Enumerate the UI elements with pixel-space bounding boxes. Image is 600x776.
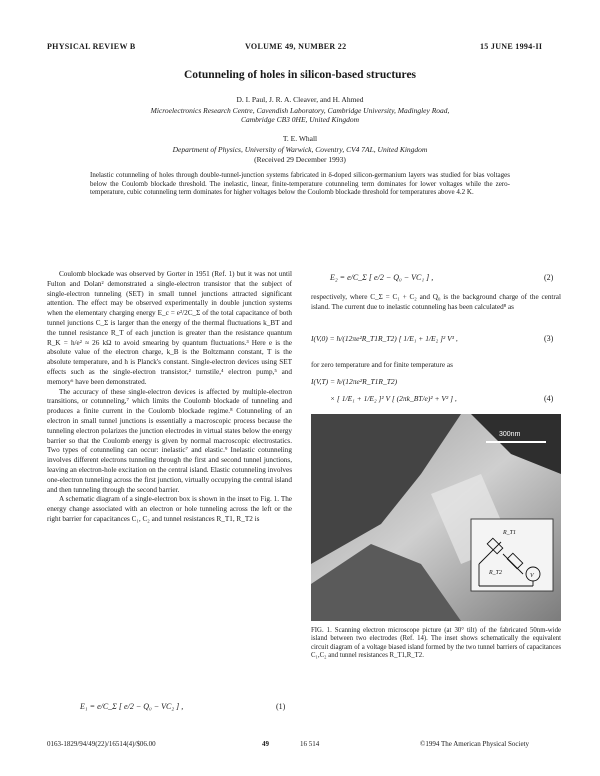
received-date: (Received 29 December 1993)	[254, 155, 346, 164]
paper-title: Cotunneling of holes in silicon-based structures	[183, 69, 417, 81]
equation-2-number: (2)	[544, 273, 554, 282]
figure-caption: FIG. 1. Scanning electron microscope picture (at 30° tilt) of the fabricated 50nm-wide island between two electrodes (Ref. 14). The inset shows schematically the equivalent circuit diagram of a voltage biased island formed by the two tunnel barriers of capacitances C₁,C₂ and tunnel resistances R_T1,R_T2.	[311, 627, 561, 660]
inset-label-rt1: R_T1	[503, 530, 517, 536]
copyright: ©1994 The American Physical Society	[420, 740, 530, 748]
equation-1-number: (1)	[276, 702, 286, 711]
equation-3: I(V,0) = ħ/(12πe²R_T1R_T2) [ 1/E₁ + 1/E₂ ]² V³ ,	[311, 334, 458, 343]
equation-4-line2: × [ 1/E₁ + 1/E₂ ]² V [ (2πk_BT/e)² + V² ] ,	[330, 394, 457, 403]
affiliation-primary-line2: Cambridge CB3 0HE, United Kingdom	[240, 115, 360, 124]
sem-micrograph-figure	[311, 414, 561, 621]
authors-secondary: T. E. Whall	[282, 134, 318, 143]
inset-label-v: V	[530, 573, 534, 579]
volume-number: VOLUME 49, NUMBER 22	[245, 42, 347, 51]
equation-1: E₁ = e/C_Σ [ e/2 − Q₀ − VC₂ ] ,	[80, 702, 184, 711]
footer-code: 0163-1829/94/49(22)/16514(4)/$06.00	[47, 740, 156, 748]
intro-paragraph-1: Coulomb blockade was observed by Gorter in 1951 (Ref. 1) but it was not until Fulton and Dolan² demonstrated a single-electron transistor that the subject of single-electron tunneling (SET) in small tunnel junctions attracted significant attention. The effect may be observed experimentally in double junction systems when the elementary charging energy E_c = e²/2C_Σ of the total capacitance of both tunnel junctions C_Σ is larger than the energy of the thermal fluctuations k_BT and the tunnel resistance R_T of each junction is greater than the resistance quantum R_K = h/e² ≈ 26 kΩ to avoid smearing by quantum fluctuations.³ Here e is the absolute value of the electron charge, k_B is the Boltzmann constant, T is the absolute temperature, and h is Planck's constant. Single-electron devices using SET effects such as the single-electron transistor,² turnstile,⁴ electron pump,⁵ and memory⁶ have been demonstrated.	[47, 270, 292, 386]
left-column	[47, 270, 292, 525]
issue-date: 15 JUNE 1994-II	[480, 42, 543, 51]
equation-4-number: (4)	[544, 394, 554, 403]
equation-2: E₂ = e/C_Σ [ e/2 − Q₀ − VC₁ ] ,	[330, 273, 434, 282]
authors-primary: D. I. Paul, J. R. A. Cleaver, and H. Ahmed	[236, 95, 364, 104]
text-after-eq2: respectively, where C_Σ = C₁ + C₂ and Q₀ is the background charge of the central island. The current due to inelastic cotunneling has been calculated⁸ as	[311, 293, 561, 311]
text-after-eq3: for zero temperature and for finite temperature as	[311, 361, 453, 369]
inset-label-rt2: R_T2	[489, 570, 503, 576]
abstract: Inelastic cotunneling of holes through double-tunnel-junction systems fabricated in δ-doped silicon-germanium layers was studied for bias voltages below the Coulomb blockade threshold. The inelastic, linear, finite-temperature cotunneling term dominates for lower voltages while the zero-temperature, cubic cotunneling term dominates for higher voltages below the Coulomb blockade threshold for temperatures above 4.2 K.	[90, 171, 510, 197]
equation-4-line1: I(V,T) = ħ/(12πe²R_T1R_T2)	[311, 377, 398, 386]
journal-name: PHYSICAL REVIEW B	[47, 42, 136, 51]
scale-bar-label: 300nm	[499, 431, 521, 438]
page-number: 16 514	[300, 740, 320, 748]
equation-3-number: (3)	[544, 334, 554, 343]
intro-paragraph-3: A schematic diagram of a single-electron box is shown in the inset to Fig. 1. The energy change associated with an electron or hole tunneling across the left or the right barrier for capacitances C₁, C₂ and tunnel resistances R_T1, R_T2 is	[47, 495, 292, 523]
intro-paragraph-2: The accuracy of these single-electron devices is affected by multiple-electron transitions, or cotunneling,⁷ which limits the Coulomb blockade of tunneling and produces a finite current in the Coulomb blockade regime.⁸ Cotunneling of an electron in small tunnel junctions is essentially a macroscopic process because the tunneling electron polarizes the junction electrodes in virtual states below the energy barrier so that the Coulomb energy is given by normal macroscopic electrostatics. Two types of cotunneling can occur: inelastic⁷ and elastic.⁹ Inelastic cotunneling involves different electrons tunneling through the first and second tunnel junctions, leaving an electron-hole excitation on the central island. Elastic cotunneling involves one-electron tunneling across the first junction, virtually occupying the central island and then tunneling through the second barrier.	[47, 387, 292, 494]
footer-volume: 49	[262, 740, 269, 748]
affiliation-secondary: Department of Physics, University of Warwick, Coventry, CV4 7AL, United Kingdom	[172, 145, 428, 154]
affiliation-primary-line1: Microelectronics Research Centre, Cavendish Laboratory, Cambridge University, Madingley Road,	[150, 106, 450, 115]
